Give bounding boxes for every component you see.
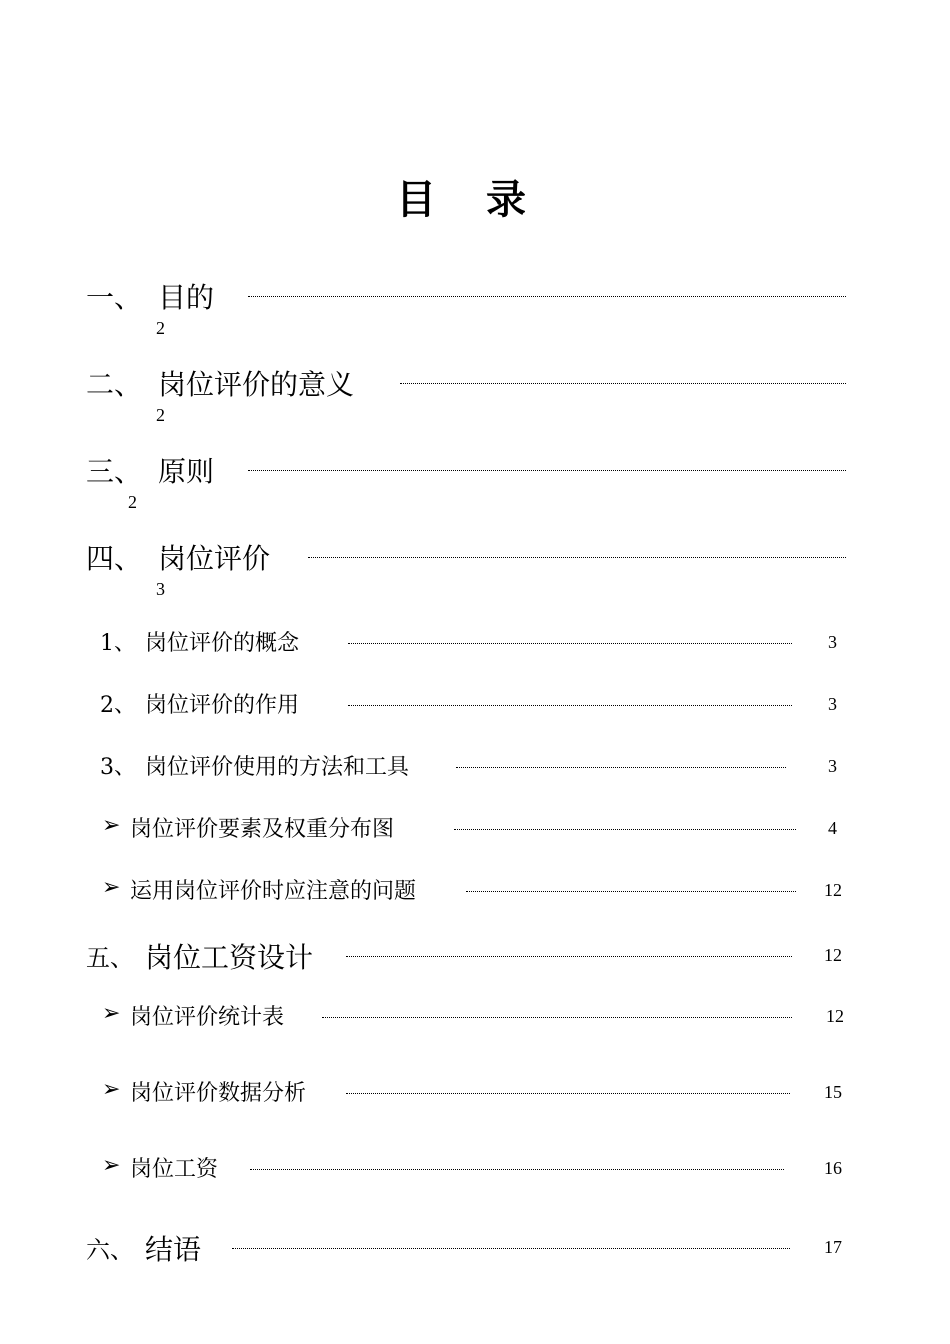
toc-entry-principles[interactable] xyxy=(0,450,950,512)
toc-leader-dots xyxy=(248,470,846,471)
toc-entry-page: 12 xyxy=(824,880,842,900)
toc-entry-page: 4 xyxy=(828,818,837,838)
toc-entry-page: 3 xyxy=(828,694,837,714)
toc-entry-salary[interactable] xyxy=(0,1152,950,1192)
toc-entry-label: 岗位评价 xyxy=(158,542,271,575)
toc-entry-methods[interactable] xyxy=(0,750,950,790)
toc-entry-function[interactable] xyxy=(0,688,950,728)
toc-entry-label: 岗位评价数据分析 xyxy=(130,1081,307,1106)
toc-entry-number: 3、 xyxy=(100,755,136,780)
toc-title: 目 录 xyxy=(396,177,544,223)
toc-entry-purpose[interactable] xyxy=(0,276,950,338)
toc-entry-page: 2 xyxy=(156,318,165,338)
toc-entry-label: 岗位评价要素及权重分布图 xyxy=(130,817,395,842)
toc-entry-number: 三、 xyxy=(86,455,143,488)
toc-leader-dots xyxy=(348,705,792,706)
toc-entry-number: 六、 xyxy=(86,1236,134,1264)
toc-entry-page: 15 xyxy=(824,1082,842,1102)
toc-leader-dots xyxy=(250,1169,784,1170)
toc-entry-salary-design[interactable] xyxy=(0,936,950,976)
toc-entry-notes[interactable] xyxy=(0,874,950,914)
toc-entry-factors[interactable] xyxy=(0,812,950,852)
toc-entry-label: 岗位工资 xyxy=(130,1157,219,1182)
toc-leader-dots xyxy=(322,1017,792,1018)
toc-entry-label: 目的 xyxy=(158,281,215,314)
toc-entry-page: 16 xyxy=(824,1158,842,1178)
toc-entry-label: 岗位工资设计 xyxy=(145,941,314,974)
toc-entry-page: 12 xyxy=(824,945,842,965)
toc-entry-concept[interactable] xyxy=(0,626,950,666)
toc-entry-conclusion[interactable] xyxy=(0,1228,950,1268)
toc-leader-dots xyxy=(400,383,846,384)
toc-entry-label: 运用岗位评价时应注意的问题 xyxy=(130,879,417,904)
toc-leader-dots xyxy=(466,891,796,892)
toc-entry-page: 2 xyxy=(156,405,165,425)
toc-leader-dots xyxy=(346,1093,790,1094)
toc-leader-dots xyxy=(454,829,796,830)
toc-entry-page: 17 xyxy=(824,1237,842,1257)
arrow-bullet-icon: ➢ xyxy=(102,875,121,900)
toc-leader-dots xyxy=(308,557,846,558)
toc-entry-page: 3 xyxy=(156,579,165,599)
arrow-bullet-icon: ➢ xyxy=(102,1153,121,1178)
arrow-bullet-icon: ➢ xyxy=(102,1001,121,1026)
toc-entry-label: 岗位评价统计表 xyxy=(130,1005,285,1030)
toc-entry-page: 3 xyxy=(828,756,837,776)
toc-entry-label: 岗位评价使用的方法和工具 xyxy=(145,755,410,780)
toc-entry-statistics[interactable] xyxy=(0,1000,950,1040)
toc-leader-dots xyxy=(232,1248,790,1249)
toc-entry-data-analysis[interactable] xyxy=(0,1076,950,1116)
toc-entry-page: 12 xyxy=(826,1006,844,1026)
toc-entry-label: 岗位评价的意义 xyxy=(158,368,355,401)
arrow-bullet-icon: ➢ xyxy=(102,1077,121,1102)
toc-entry-page: 3 xyxy=(828,632,837,652)
toc-entry-label: 岗位评价的概念 xyxy=(145,631,300,656)
toc-entry-page: 2 xyxy=(128,492,137,512)
toc-entry-significance[interactable] xyxy=(0,363,950,425)
toc-entry-number: 四、 xyxy=(86,542,143,575)
toc-leader-dots xyxy=(456,767,786,768)
arrow-bullet-icon: ➢ xyxy=(102,813,121,838)
toc-leader-dots xyxy=(248,296,846,297)
toc-entry-number: 五、 xyxy=(86,944,134,972)
toc-entry-label: 原则 xyxy=(158,455,215,488)
toc-leader-dots xyxy=(348,643,792,644)
toc-entry-number: 1、 xyxy=(100,631,136,656)
toc-entry-number: 二、 xyxy=(86,368,143,401)
toc-leader-dots xyxy=(346,956,792,957)
toc-entry-label: 结语 xyxy=(145,1233,202,1266)
toc-entry-number: 2、 xyxy=(100,693,136,718)
toc-entry-number: 一、 xyxy=(86,281,143,314)
toc-entry-label: 岗位评价的作用 xyxy=(145,693,300,718)
toc-entry-job-evaluation[interactable] xyxy=(0,537,950,599)
